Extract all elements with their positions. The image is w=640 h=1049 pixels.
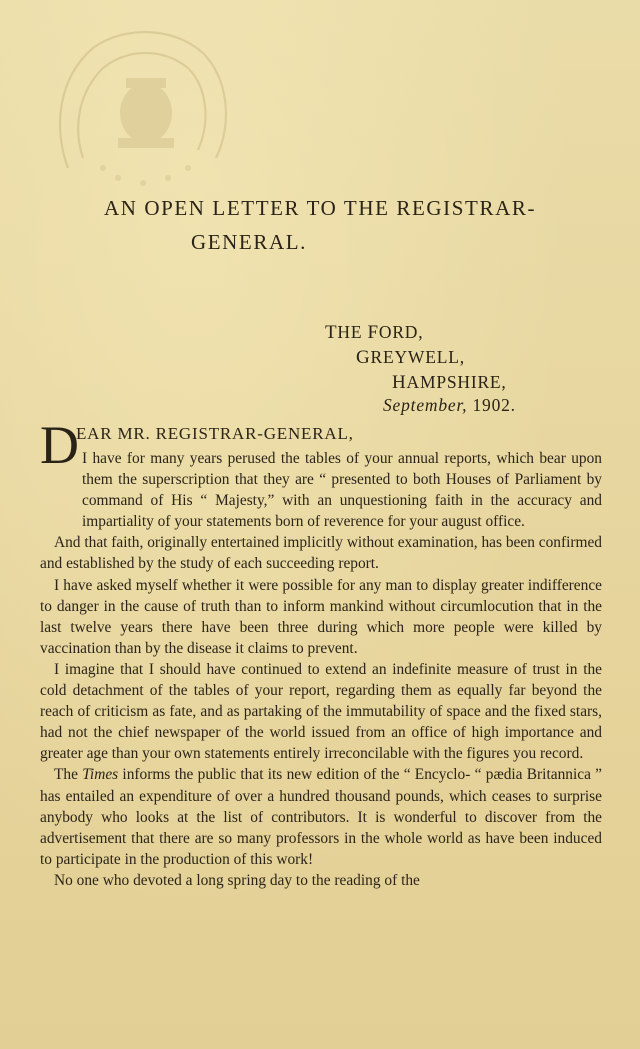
address-line-2: GREYWELL, [356,347,465,368]
letter-date: September, 1902. [383,395,516,415]
salutation: EAR MR. REGISTRAR-GENERAL, [76,424,354,443]
drop-cap: D [40,415,79,475]
paragraph-6: No one who devoted a long spring day to the reading of the [54,871,420,889]
paragraph-3: I have asked myself whether it were possible for any man to display greater indifference to danger in the cause of truth than to inform mankind without circumlocution that in the last twelve years there have been three during which more people were killed by vaccination than by the disease it claims to prevent. [40,576,602,657]
address-line-3: HAMPSHIRE, [392,372,507,393]
paragraph-1: I have for many years perused the tables of your annual reports, which bear upon them the superscription that they are “ presented to both Houses of Parliament by command of His “ Majesty,” with an unquestioning faith in the accuracy and impartiality of your statements born of reverence for your august office. [82,450,602,531]
address-line-1: THE FORD, [325,322,424,343]
library-stamp-watermark [48,18,238,193]
letter-body [40,448,602,891]
document-title-line-2: GENERAL. [190,230,308,254]
paragraph-4: I imagine that I should have continued to extend an indefinite measure of trust in the cold detachment of the tables of your report, regarding them as equally far beyond the reach of criticism as fate, and as partaking of the immutability of space and the fixed stars, had not the chief newspaper of the world issued from an office of high importance and greater age than your own statements entirely irreconcilable with the figures you record. [40,660,602,763]
paragraph-5: The Times informs the public that its new edition of the “ Encyclo- “ pædia Britannica ” has entailed an expenditure of over a hundred thousand pounds, which ceases to surprise anybody who looks at the list of contributors. It is wonderful to discover from the advertisement that there are so many professors in the whole world as have been induced to participate in the production of this work! [40,766,603,868]
paragraph-2: And that faith, originally entertained implicitly without examination, has been confirmed and established by the study of each succeeding report. [40,534,602,573]
document-title-line-1: AN OPEN LETTER TO THE REGISTRAR- [103,196,537,220]
